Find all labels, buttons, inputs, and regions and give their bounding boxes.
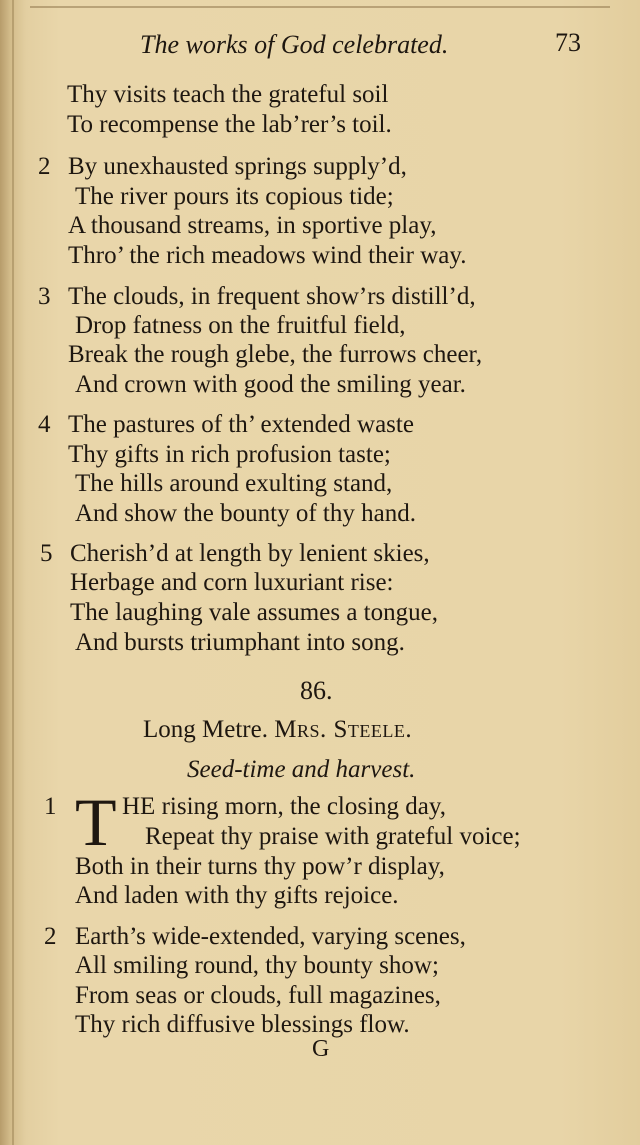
stanza-number: 2 xyxy=(38,153,51,180)
signature-mark: G xyxy=(312,1036,330,1062)
verse-line: Thro’ the rich meadows wind their way. xyxy=(68,242,467,269)
top-edge-rule xyxy=(30,6,610,8)
verse-line: The clouds, in frequent show’rs distill’d, xyxy=(68,283,476,310)
stanza-number: 4 xyxy=(38,411,51,438)
verse-line: And bursts triumphant into song. xyxy=(75,629,405,656)
verse-line: Earth’s wide-extended, varying scenes, xyxy=(75,923,466,950)
verse-line: Herbage and corn luxuriant rise: xyxy=(70,569,394,596)
verse-line: And crown with good the smiling year. xyxy=(75,371,466,398)
verse-line: To recompense the lab’rer’s toil. xyxy=(67,111,392,138)
verse-line: Thy visits teach the grateful soil xyxy=(67,81,389,108)
author-name: Mrs. Steele. xyxy=(274,716,413,743)
verse-line: Break the rough glebe, the furrows cheer, xyxy=(68,341,483,368)
stanza-number: 3 xyxy=(38,283,51,310)
verse-line: The river pours its copious tide; xyxy=(75,183,394,210)
verse-line: Thy gifts in rich profusion taste; xyxy=(68,441,391,468)
verse-line: The hills around exulting stand, xyxy=(75,470,393,497)
stanza-number: 2 xyxy=(44,923,57,950)
running-header-title: The works of God celebrated. xyxy=(140,30,449,59)
verse-line: The pastures of th’ extended waste xyxy=(68,411,414,438)
verse-line: All smiling round, thy bounty show; xyxy=(75,952,439,979)
verse-line: The laughing vale assumes a tongue, xyxy=(70,599,438,626)
hymn-number: 86. xyxy=(300,676,333,705)
verse-line: Cherish’d at length by lenient skies, xyxy=(70,540,430,567)
hymn-subject: Seed-time and harvest. xyxy=(187,756,416,783)
verse-line: And laden with thy gifts rejoice. xyxy=(75,882,399,909)
verse-line: A thousand streams, in sportive play, xyxy=(68,212,437,239)
verse-line: Drop fatness on the fruitful field, xyxy=(75,312,406,339)
stanza-number: 5 xyxy=(40,540,53,567)
verse-line: And show the bounty of thy hand. xyxy=(75,500,416,527)
drop-cap: T xyxy=(75,784,117,860)
verse-line: Thy rich diffusive blessings flow. xyxy=(75,1011,410,1038)
verse-line: By unexhausted springs supply’d, xyxy=(68,153,407,180)
stanza-number: 1 xyxy=(44,793,57,820)
verse-line: Repeat thy praise with grateful voice; xyxy=(145,823,521,850)
verse-line: Both in their turns thy pow’r display, xyxy=(75,853,445,880)
verse-line: HE rising morn, the closing day, xyxy=(122,793,447,820)
metre-line xyxy=(143,716,412,744)
verse-line: From seas or clouds, full magazines, xyxy=(75,982,441,1009)
page-number: 73 xyxy=(555,28,581,57)
gutter-shadow xyxy=(12,0,14,1145)
metre-label: Long Metre. xyxy=(143,716,268,743)
